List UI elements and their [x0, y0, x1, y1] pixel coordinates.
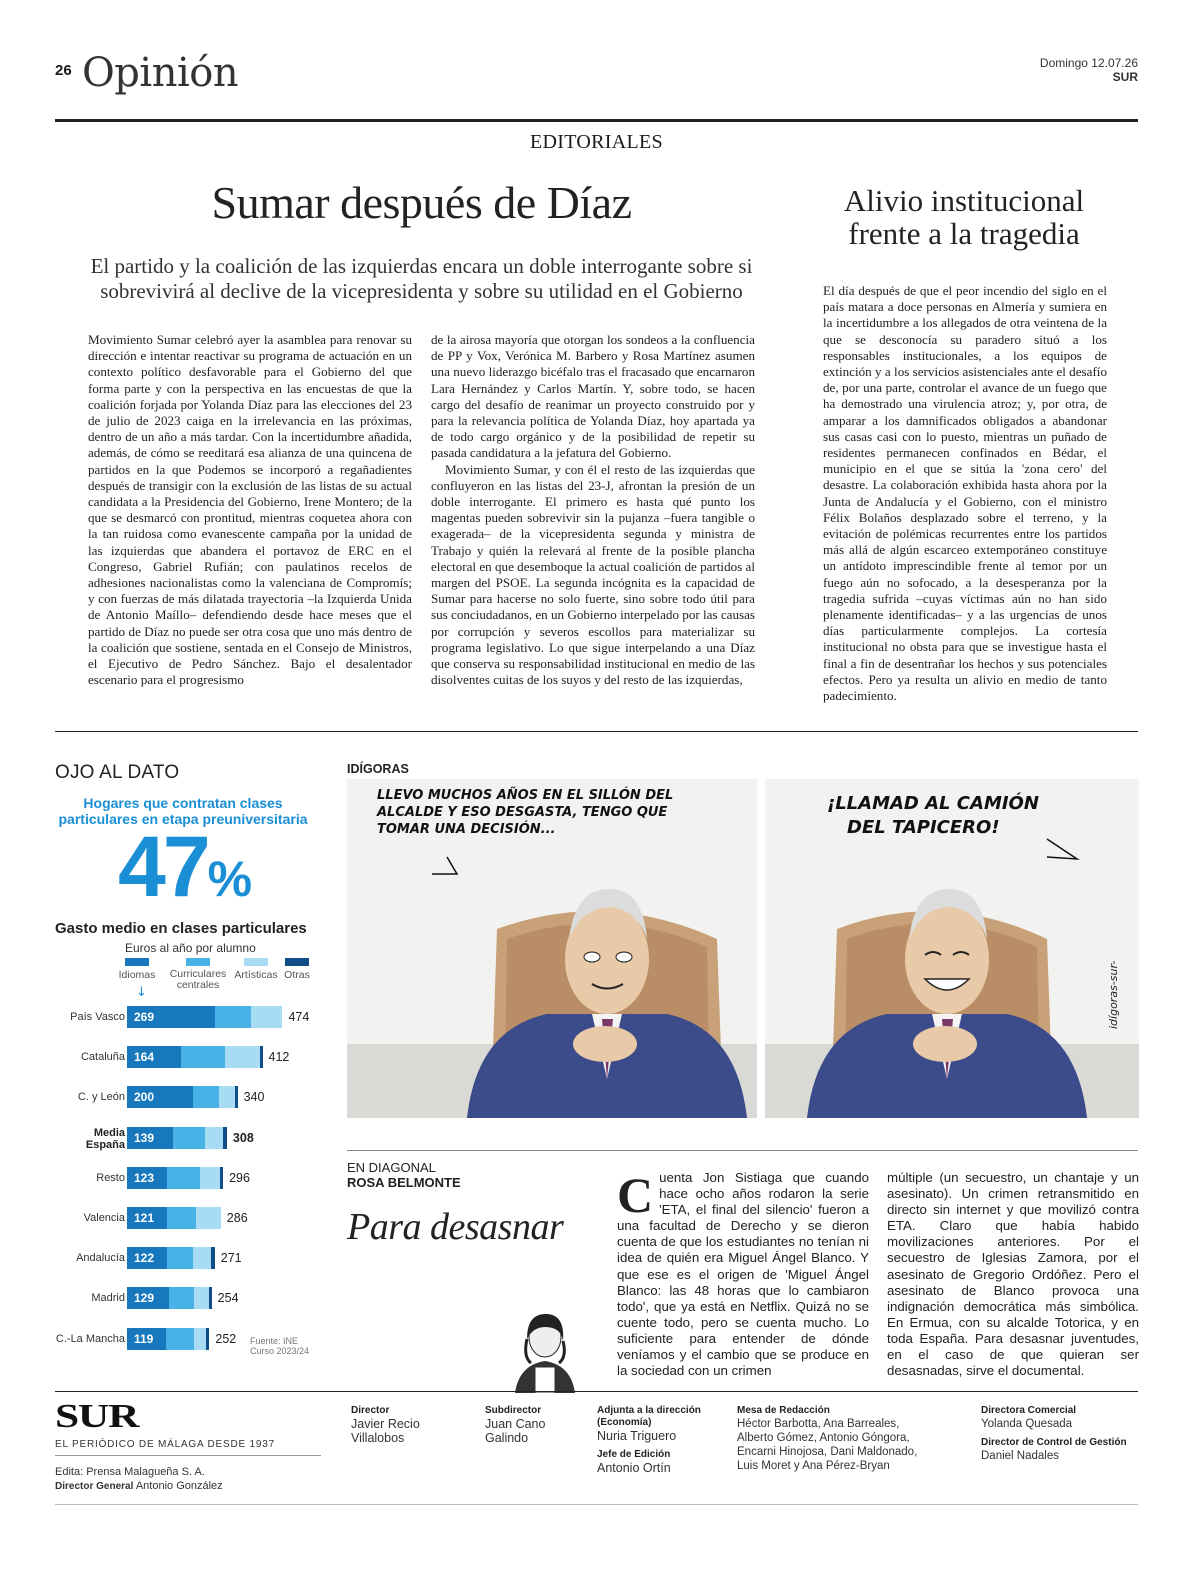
legend-item-otras: Otras	[283, 958, 311, 981]
legend-swatch	[285, 958, 309, 966]
drop-cap: C	[617, 1167, 654, 1223]
bar-segment-artisticas	[194, 1287, 209, 1309]
legend-swatch	[186, 958, 210, 966]
side-editorial-title: Alivio institucional frente a la tragedia	[843, 183, 1085, 251]
idiomas-value-label: 121	[134, 1211, 155, 1225]
bar-segment-otras	[260, 1046, 263, 1068]
total-value-label: 252	[215, 1331, 237, 1346]
bar-segment-curriculares	[167, 1167, 200, 1189]
total-value-label: 296	[229, 1170, 250, 1185]
staff-subdirector: Subdirector Juan Cano Galindo	[485, 1405, 546, 1445]
chart-unit: Euros al año por alumno	[125, 941, 256, 955]
chart-row	[55, 1127, 325, 1149]
bar-segment-artisticas	[251, 1006, 282, 1028]
chart-row	[55, 1046, 325, 1068]
staff-comercial: Directora Comercial Yolanda Quesada Director de Control de Gestión Daniel Nadales	[981, 1405, 1127, 1462]
total-value-label: 286	[226, 1211, 248, 1225]
idiomas-value-label: 139	[134, 1130, 155, 1145]
column-body-2: múltiple (un secuestro, un chantaje y un asesinato). Un crimen retransmitido en directo sin internet y que movilizó contra ETA. Claro que había habido movilizaciones anteriores. Por el secuestro de Iglesias Zamora, por el asesinato de Gregorio Ordóñez. Pero el asesinato de Blanco provoca una indignación democrática más simbólica. En Ermua, con su alcalde Totorica, y en toda España. Para desasnar juventudes, en el caso de que quieran ser desasnadas, sirve el documental.	[887, 1170, 1139, 1379]
bar-segment-otras	[211, 1247, 215, 1269]
category-label: Valencia	[83, 1212, 125, 1224]
diagonal-rule	[347, 1150, 1138, 1151]
category-label: Andalucía	[76, 1252, 125, 1265]
middle-rule	[55, 731, 1138, 732]
date: Domingo 12.07.26	[1039, 56, 1138, 70]
main-editorial-column-2	[431, 332, 755, 688]
main-editorial-paragraph: Movimiento Sumar, y con él el resto de las izquierdas que confluyeron en las listas del 23-J, afrontan la presión de un doble interrogante. El primero es hasta qué punto los magentas pueden sobrevivir sin la pujanza –fuera tangible o exagerada– de la vicepresidenta segunda y ministra de Trabajo y quién la relevará al frente de la posible plancha electoral en que desemboque la actual coalición de partidos al margen del PSOE. La segunda incógnita es la capacidad de Sumar para hacerse no solo fuerte, sino sobre todo útil para sus conciudadanos, en un Gobierno interpelado por las causas por corrupción y severos escollos para materializar su programa legislativo. Lo que sigue interpelando a una Díaz que conserva su responsabilidad institucional en medio de las disolventes cuitas de los suyos y del resto de las izquierdas,	[431, 461, 755, 688]
chart-source: Fuente: INE Curso 2023/24	[250, 1336, 310, 1356]
side-editorial-body: El día después de que el peor incendio del siglo en el país matara a doce personas en Almería y sumiera en la incertidumbre a los allegados de otra veintena de la que se desconocía su paradero situó a los responsables institucionales, a los equipos de extinción y a los servicios asistenciales ante el desafío de, por una parte, controlar el avance de un fuego que ha demostrado una virulencia atroz; y, por otra, de amparar a los damnificados obligados a abandonar sus casas casi con lo puesto, mientras un puñado de residentes permanecen confinados en Bédar, el municipio en el que se sitúa la 'zona cero' del desastre. La colaboración exhibida hasta ahora por la Junta de Andalucía y el Gobierno, con el ministro Félix Bolaños desplazado sobre el terreno, y la evitación de polémicas recurrentes entre los partidos más allá de algún escarceo extemporáneo constituye un antídoto imprescindible frente al temor por un fuego aún no sofocado, a la desesperanza por la tragedia sufrida –cuyas víctimas aún no han sido plenamente identificadas– y a las urgencias de unos días particularmente complejos. La cortesía institucional no obsta para que se investigue hasta el final a fin de desentrañar los hechos y sus potenciales efectos. Pero ya resulta un alivio en medio de tanto padecimiento.	[823, 283, 1107, 704]
main-editorial-column-1	[88, 332, 412, 688]
cartoon-signature: idígoras-sur-	[1107, 960, 1120, 1029]
idiomas-value-label: 164	[134, 1050, 155, 1065]
idiomas-value-label: 119	[134, 1331, 154, 1346]
footer-rule	[55, 1391, 1138, 1392]
ojo-al-dato-headline: Hogares que contratan clases particulares en etapa preuniversitaria	[58, 795, 308, 827]
bar-segment-curriculares	[167, 1247, 193, 1269]
idiomas-value-label: 129	[134, 1291, 155, 1306]
paper-name: SUR	[1112, 70, 1138, 84]
chart-row	[55, 1207, 325, 1229]
cartoon-bubble-1: LLEVO MUCHOS AÑOS EN EL SILLÓN DEL ALCALDE Y ESO DESGASTA, TENGO QUE TOMAR UNA DECISIÓN...	[377, 788, 674, 837]
chart-row	[55, 1167, 325, 1189]
section-title: Opinión	[82, 50, 239, 96]
ojo-al-dato-title: OJO AL DATO	[55, 762, 180, 783]
top-rule	[55, 119, 1138, 122]
legend-swatch	[244, 958, 268, 966]
masthead-claim: EL PERIÓDICO DE MÁLAGA DESDE 1937	[55, 1439, 275, 1450]
stacked-bar-chart	[55, 1000, 325, 1360]
total-value-label: 308	[232, 1130, 254, 1145]
legend-swatch	[125, 958, 149, 966]
column-body-1: Cuenta Jon Sistiaga que cuando hace ocho años rodaron la serie 'ETA, el final del silencio' fueron a una facultad de Derecho y se dieron cuenta de que los estudiantes no tenían ni idea de quién era Miguel Ángel Blanco. Y que ese es el origen de 'Miguel Ángel Blanco: las 48 horas que lo cambiaron todo', que ya está en Netflix. Quizá no se cuente todo, pero se cuenta mucho. Lo suficiente para entender de dónde veníamos y el cambio que se produce en la sociedad con un crimen	[617, 1167, 869, 1379]
category-label: País Vasco	[70, 1011, 125, 1023]
cartoon-bubble-2: ¡LLAMAD AL CAMIÓN DEL TAPICERO!	[827, 793, 1039, 838]
bar-segment-artisticas	[205, 1127, 223, 1149]
bar-segment-curriculares	[166, 1328, 194, 1350]
idiomas-value-label: 200	[134, 1090, 155, 1105]
idiomas-value-label: 269	[134, 1010, 155, 1024]
main-editorial-paragraph: Movimiento Sumar celebró ayer la asamblea para renovar su dirección e intentar reactivar su programa de actuación en un contexto político desfavorable para el Gobierno del que forma parte y con la perspectiva en las encuestas de que la coalición forjada por Yolanda Díaz para las elecciones del 23 de julio de 2023 caiga en la irrelevancia en las próximas, dentro de un año a más tardar. Con la incertidumbre añadida, además, de cómo se reeditará esa alianza de una quincena de partidos en la que Podemos se incorporó a regañadientes después de transigir con la exclusión de las listas de su actual candidata a la Presidencia del Gobierno, Irene Montero; de la que se desmarcó con prontitud, mientras coquetea ahora con la tan ruidosa como evanescente campaña por la unidad de las izquierdas que abandera el portavoz de ERC en el Congreso, Gabriel Rufián; con paulatinos recelos de adhesiones nacionalistas como la valenciana de Compromís; y con fuerzas de más dilatada trayectoria –la Izquierda Unida de Antonio Maíllo– defendiendo desde hace meses que el partido de Díaz no puede ser otra cosa que uno más dentro de la coalición que sostiene, sentada en el Consejo de Ministros, el Ejecutivo de Pedro Sánchez. Bajo el desalentador escenario para el progresismo	[88, 332, 412, 688]
total-value-label: 412	[268, 1050, 290, 1065]
category-label: Media España	[85, 1126, 125, 1151]
publisher-info: Edita: Prensa Malagueña S. A. Director General Antonio González	[55, 1466, 223, 1492]
column-author: ROSA BELMONTE	[347, 1175, 461, 1190]
total-value-label: 271	[220, 1251, 242, 1266]
bar-segment-otras	[235, 1086, 238, 1108]
column-name: EN DIAGONAL	[347, 1160, 436, 1175]
column-kicker	[347, 1160, 461, 1190]
sur-logo: SUR	[55, 1398, 139, 1435]
footer-bottom-rule	[55, 1504, 1138, 1505]
total-value-label: 254	[217, 1291, 239, 1306]
main-editorial-subtitle: El partido y la coalición de las izquierdas encara un doble interrogante sobre si sobrevivirá al declive de la vicepresidenta y sobre su utilidad en el Gobierno	[90, 254, 753, 303]
legend-item-idiomas: Idiomas	[115, 958, 159, 981]
bar-segment-curriculares	[167, 1207, 197, 1229]
chart-row	[55, 1287, 325, 1309]
bar-segment-curriculares	[215, 1006, 251, 1028]
bar-segment-curriculares	[173, 1127, 206, 1149]
cartoon-image	[347, 779, 1139, 1118]
page-number: 26	[55, 62, 72, 79]
masthead-divider	[55, 1455, 321, 1456]
cartoon-panel-2	[765, 779, 1139, 1118]
total-value-label: 474	[288, 1010, 310, 1024]
legend-item-curriculares: Curriculares centrales	[167, 958, 229, 991]
column-title: Para desasnar	[347, 1206, 564, 1248]
chart-row	[55, 1247, 325, 1269]
section-kicker: EDITORIALES	[530, 131, 663, 153]
category-label: Resto	[96, 1171, 125, 1184]
cartoon-panel-1	[347, 779, 757, 1118]
bar-segment-curriculares	[181, 1046, 225, 1068]
bar-segment-artisticas	[196, 1207, 221, 1229]
chart-legend	[115, 958, 315, 998]
chart-title: Gasto medio en clases particulares	[55, 920, 307, 937]
down-arrow-icon: ↓	[136, 985, 147, 1000]
bar-segment-otras	[209, 1287, 212, 1309]
bar-segment-artisticas	[194, 1328, 206, 1350]
bar-segment-artisticas	[225, 1046, 259, 1068]
bar-segment-artisticas	[219, 1086, 235, 1108]
cartoon-author-label: IDÍGORAS	[347, 762, 409, 776]
category-label: C. y León	[77, 1091, 125, 1104]
bar-segment-artisticas	[200, 1167, 220, 1189]
main-editorial-paragraph: de la airosa mayoría que otorgan los sondeos a la confluencia de PP y Vox, Verónica M. Barbero y Rosa Martínez asumen una nuevo liderazgo bicéfalo tras el fracasado que encarnaron Lara Hernández y Carlos Martín. Y, sobre todo, se hacen cargo del desafío de reanimar un proyecto construido por y para la relevancia política de Yolanda Díaz, hoy apartada ya de todo cargo orgánico y de la posibilidad de repetir su pasada candidatura a la jefatura del Gobierno.	[431, 332, 755, 461]
dateline	[1040, 56, 1138, 84]
author-portrait	[505, 1305, 585, 1393]
staff-adjunta: Adjunta a la dirección (Economía) Nuria Triguero Jefe de Edición Antonio Ortín	[597, 1405, 701, 1475]
idiomas-value-label: 122	[134, 1251, 155, 1266]
big-percentage: 47%	[118, 819, 253, 915]
bar-segment-curriculares	[169, 1287, 194, 1309]
category-label: Cataluña	[80, 1051, 125, 1064]
bar-segment-otras	[220, 1167, 223, 1189]
main-editorial-title: Sumar después de Díaz	[211, 177, 632, 228]
staff-director: Director Javier Recio Villalobos	[351, 1405, 420, 1445]
total-value-label: 340	[243, 1090, 265, 1105]
category-label: Madrid	[91, 1292, 125, 1305]
legend-item-artisticas: Artísticas	[232, 958, 280, 981]
idiomas-value-label: 123	[134, 1170, 155, 1185]
bar-segment-artisticas	[193, 1247, 211, 1269]
bar-segment-otras	[206, 1328, 209, 1350]
chart-row	[55, 1006, 325, 1028]
staff-mesa: Mesa de Redacción Héctor Barbotta, Ana Barreales, Alberto Gómez, Antonio Góngora, Encarni Hinojosa, Dani Maldonado, Luis Moret y Ana Pérez-Bryan	[737, 1405, 918, 1472]
chart-row	[55, 1086, 325, 1108]
category-label: C.-La Mancha	[55, 1332, 125, 1345]
bar-segment-otras	[223, 1127, 227, 1149]
bar-segment-curriculares	[193, 1086, 219, 1108]
